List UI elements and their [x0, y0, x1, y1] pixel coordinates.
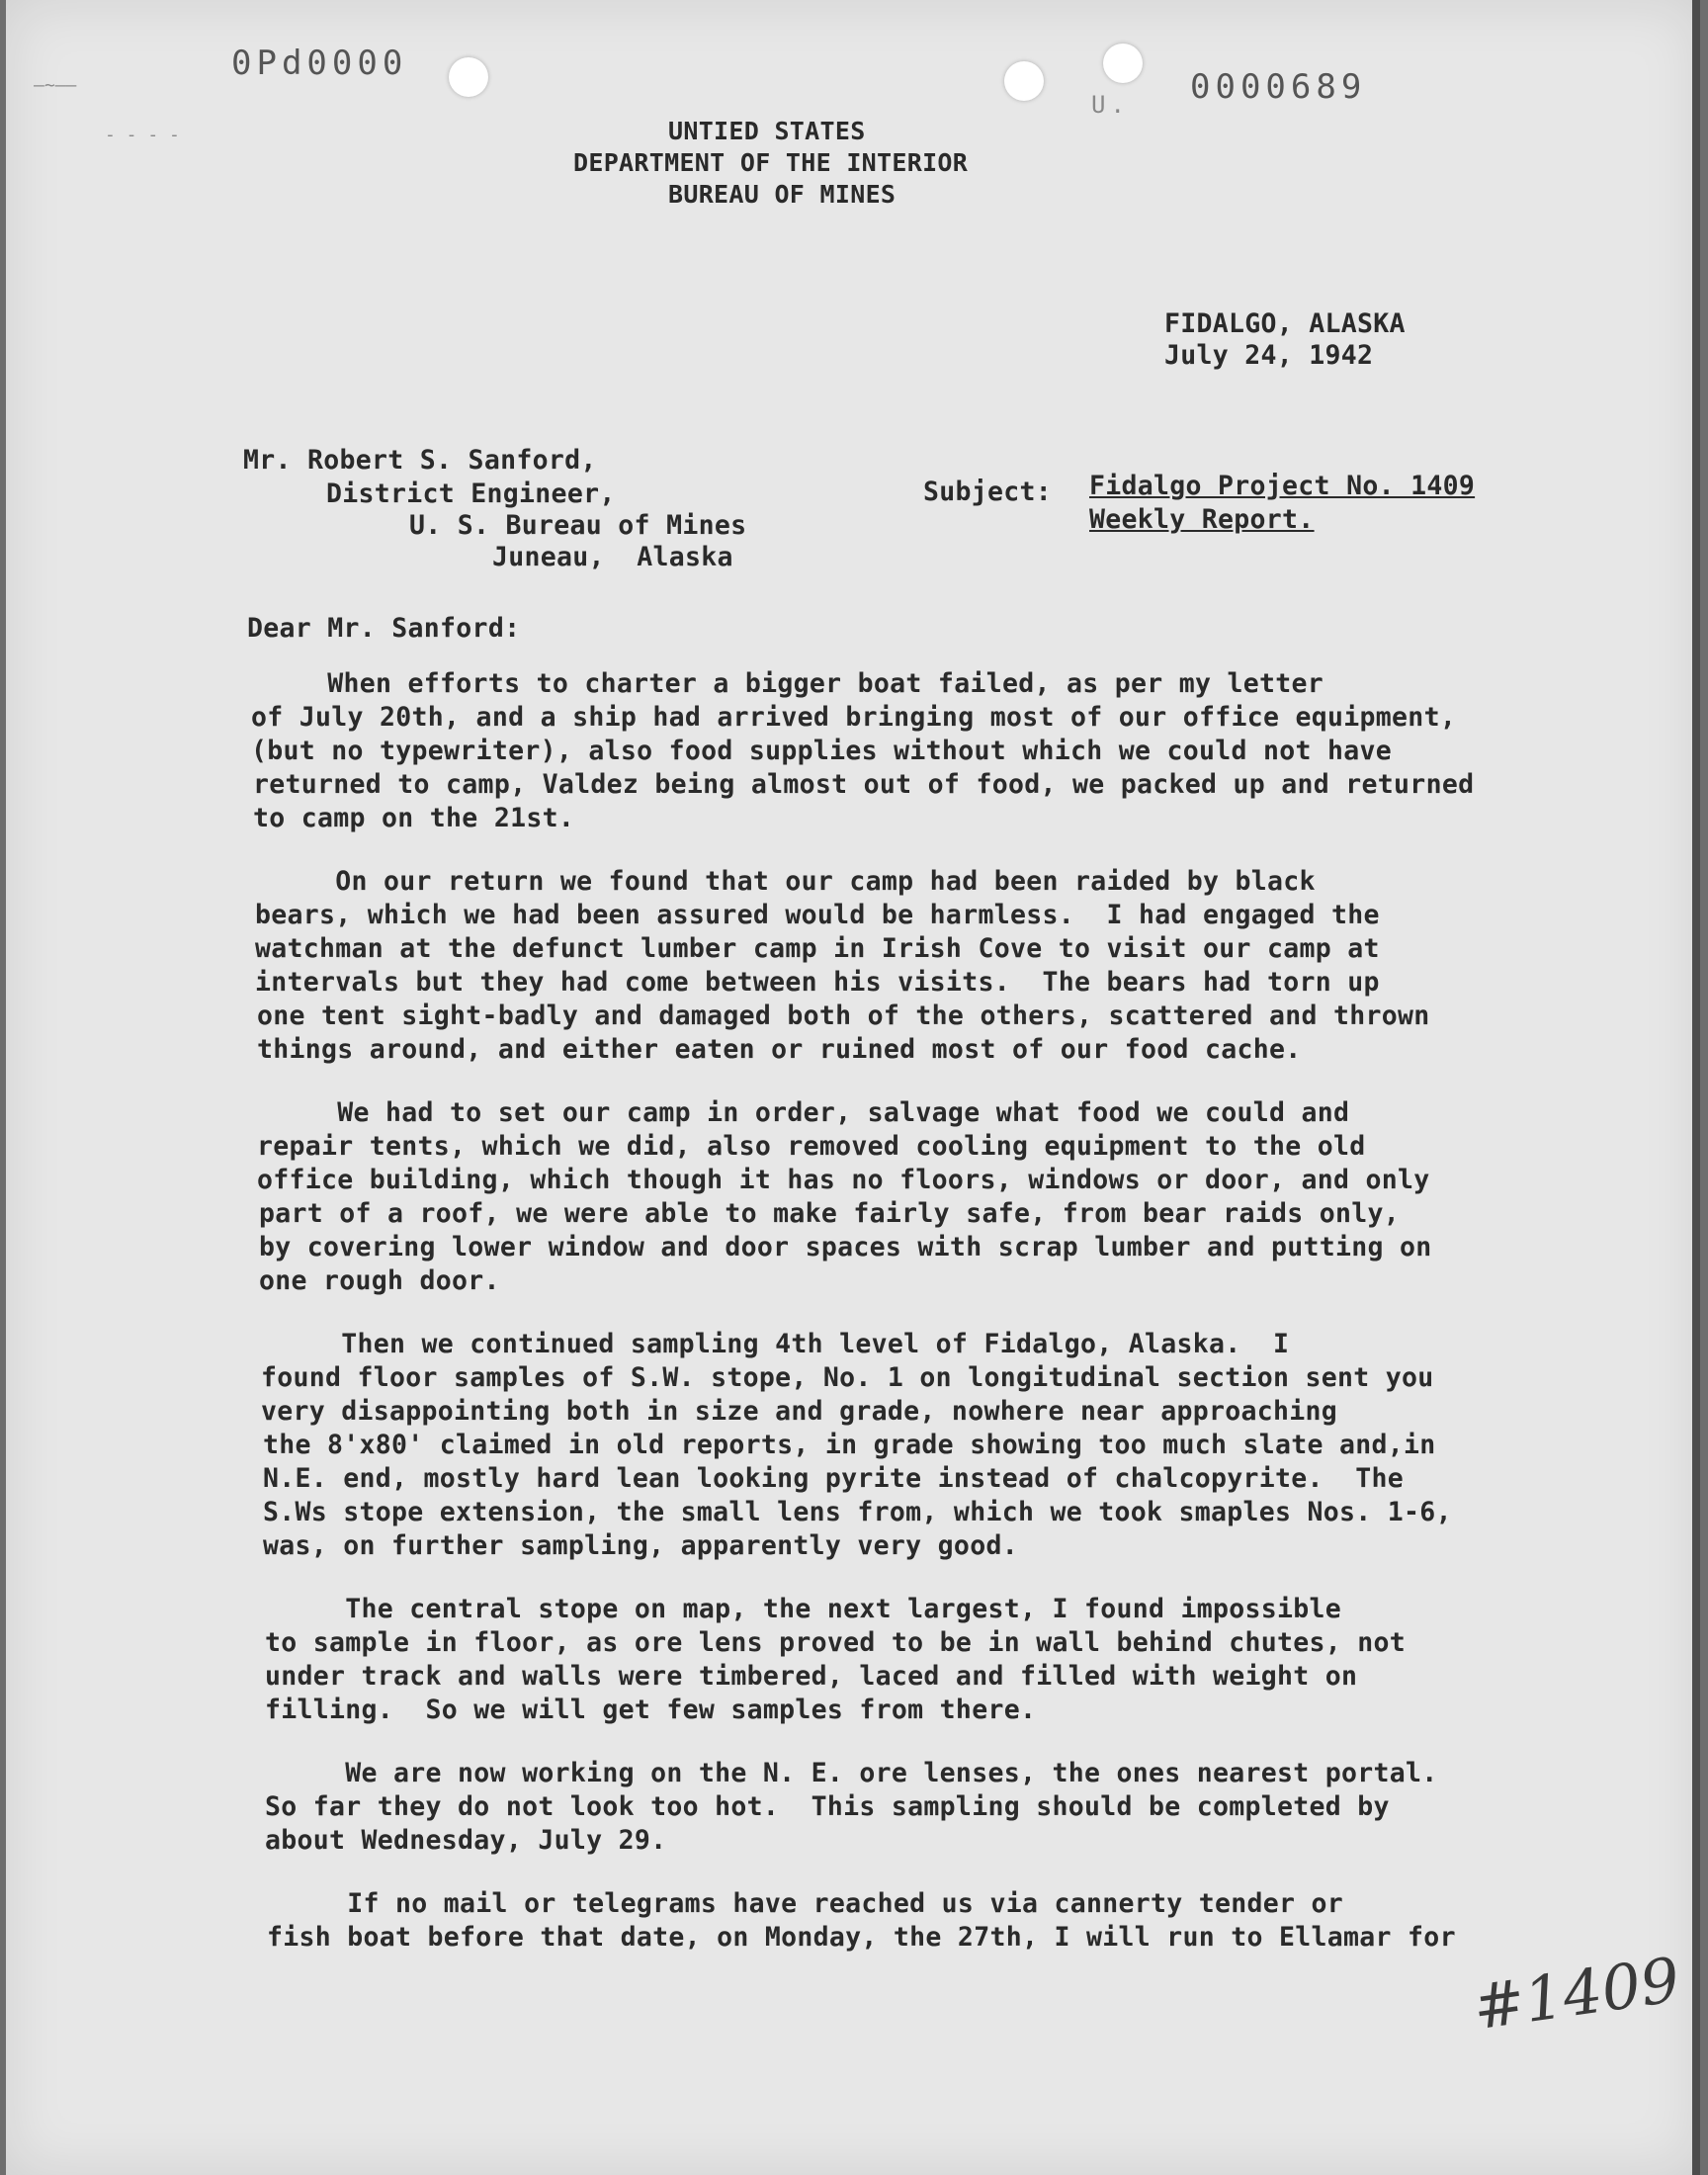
body-line: office building, which though it has no floors, windows or door, and only: [257, 1165, 1430, 1195]
handwritten-note: #1409: [1468, 1943, 1684, 2044]
body-line: So far they do not look too hot. This sampling should be completed by: [265, 1791, 1390, 1822]
body-line: The central stope on map, the next largest, I found impossible: [265, 1594, 1342, 1624]
punch-hole-right-2: [1103, 44, 1143, 83]
body-line: On our return we found that our camp had been raided by black: [255, 866, 1316, 897]
place-line: FIDALGO, ALASKA: [1164, 308, 1406, 339]
body-line: things around, and either eaten or ruined most of our food cache.: [257, 1034, 1302, 1065]
subject-label: Subject:: [923, 477, 1053, 507]
document-number-stamp-left: 0Pd0000: [231, 44, 408, 83]
body-line: one tent sight-badly and damaged both of the others, scattered and thrown: [257, 1000, 1430, 1031]
body-line: to sample in floor, as ore lens proved to be in wall behind chutes, not: [265, 1627, 1407, 1658]
subject-line-2: Weekly Report.: [1089, 504, 1315, 535]
body-line: (but no typewriter), also food supplies without which we could not have: [251, 736, 1393, 766]
body-line: of July 20th, and a ship had arrived bringing most of our office equipment,: [251, 702, 1457, 733]
addressee-line-4: Juneau, Alaska: [492, 542, 733, 572]
body-line: N.E. end, mostly hard lean looking pyrite instead of chalcopyrite. The: [263, 1463, 1405, 1494]
body-line: returned to camp, Valdez being almost out of food, we packed up and returned: [253, 769, 1475, 800]
body-line: to camp on the 21st.: [253, 803, 575, 833]
punch-hole-left: [449, 57, 488, 97]
body-line: We had to set our camp in order, salvage what food we could and: [257, 1097, 1350, 1128]
body-line: one rough door.: [259, 1265, 500, 1296]
addressee-line-3: U. S. Bureau of Mines: [409, 510, 747, 541]
letterhead-line-1: UNTIED STATES: [668, 117, 866, 145]
body-line: by covering lower window and door spaces with scrap lumber and putting on: [259, 1232, 1432, 1262]
subject-line-1: Fidalgo Project No. 1409: [1089, 471, 1476, 501]
body-line: S.Ws stope extension, the small lens from, which we took smaples Nos. 1-6,: [263, 1497, 1452, 1527]
body-line: bears, which we had been assured would be harmless. I had engaged the: [255, 900, 1380, 930]
margin-scribble: –~––: [34, 75, 77, 96]
document-number-stamp-right: 0000689: [1190, 67, 1367, 107]
addressee-line-2: District Engineer,: [326, 478, 616, 509]
letterhead-line-3: BUREAU OF MINES: [668, 180, 897, 209]
body-line: under track and walls were timbered, laced and filled with weight on: [265, 1661, 1358, 1692]
margin-scribble-2: - - - -: [105, 125, 180, 145]
body-line: the 8'x80' claimed in old reports, in grade showing too much slate and,in: [263, 1430, 1436, 1460]
body-line: intervals but they had come between his visits. The bears had torn up: [255, 967, 1380, 998]
addressee-line-1: Mr. Robert S. Sanford,: [243, 445, 597, 476]
body-line: very disappointing both in size and grade, nowhere near approaching: [261, 1396, 1338, 1427]
letter-page: [6, 0, 1700, 2175]
body-line: repair tents, which we did, also removed cooling equipment to the old: [257, 1131, 1366, 1162]
date-line: July 24, 1942: [1164, 340, 1374, 371]
body-line: Then we continued sampling 4th level of Fidalgo, Alaska. I: [261, 1329, 1290, 1359]
page-edge: [1692, 0, 1700, 2175]
body-line: was, on further sampling, apparently very good.: [263, 1530, 1018, 1561]
body-line: about Wednesday, July 29.: [265, 1825, 667, 1856]
punch-hole-right-1: [1004, 61, 1044, 101]
salutation: Dear Mr. Sanford:: [247, 613, 521, 644]
body-line: watchman at the defunct lumber camp in Irish Cove to visit our camp at: [255, 933, 1380, 964]
body-line: We are now working on the N. E. ore lenses, the ones nearest portal.: [265, 1758, 1438, 1788]
document-number-stamp-prefix: U.: [1091, 91, 1130, 119]
body-line: fish boat before that date, on Monday, the 27th, I will run to Ellamar for: [267, 1922, 1456, 1953]
body-line: When efforts to charter a bigger boat failed, as per my letter: [247, 668, 1324, 699]
body-line: If no mail or telegrams have reached us via cannerty tender or: [267, 1888, 1344, 1919]
body-line: part of a roof, we were able to make fairly safe, from bear raids only,: [259, 1198, 1401, 1229]
body-line: found floor samples of S.W. stope, No. 1 on longitudinal section sent you: [261, 1362, 1434, 1393]
body-line: filling. So we will get few samples from there.: [265, 1695, 1037, 1725]
letterhead-line-2: DEPARTMENT OF THE INTERIOR: [573, 148, 969, 177]
